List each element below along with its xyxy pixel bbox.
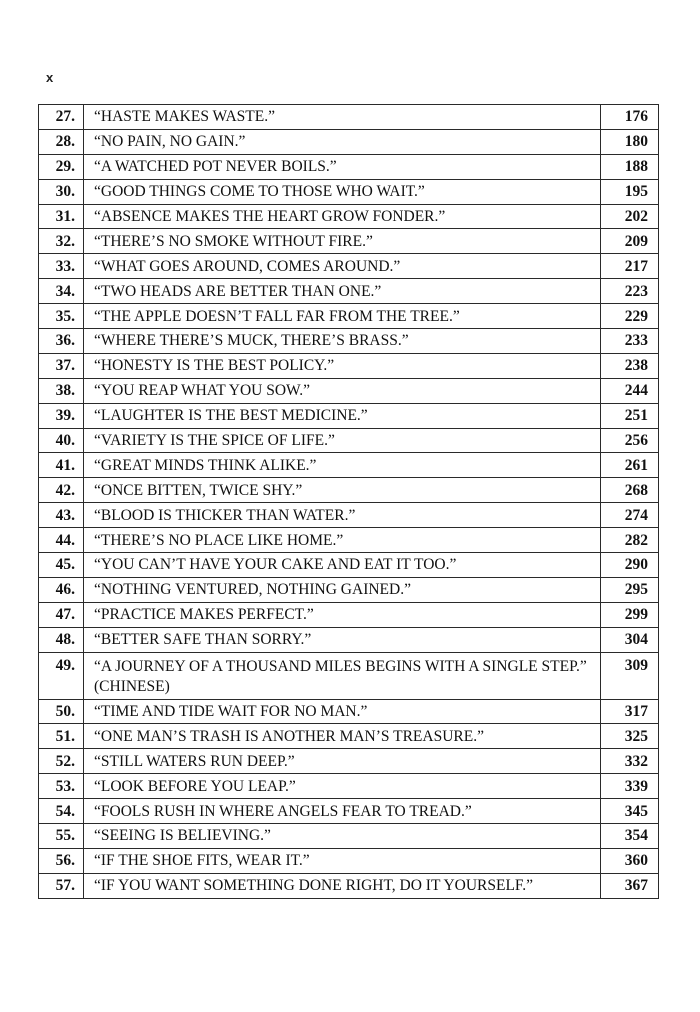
entry-number: 57. <box>39 873 84 898</box>
toc-row <box>39 749 659 774</box>
entry-page-number: 188 <box>601 154 659 179</box>
toc-row <box>39 279 659 304</box>
entry-title: “THE APPLE DOESN’T FALL FAR FROM THE TREE.” <box>84 304 601 329</box>
entry-title: “LOOK BEFORE YOU LEAP.” <box>84 774 601 799</box>
page-number-mark: x <box>46 70 54 85</box>
entry-page-number: 367 <box>601 873 659 898</box>
entry-title: “TIME AND TIDE WAIT FOR NO MAN.” <box>84 699 601 724</box>
entry-page-number: 195 <box>601 179 659 204</box>
entry-number: 55. <box>39 824 84 849</box>
entry-number: 40. <box>39 428 84 453</box>
toc-row <box>39 353 659 378</box>
entry-number: 49. <box>39 652 84 699</box>
entry-page-number: 274 <box>601 503 659 528</box>
toc-row <box>39 129 659 154</box>
entry-title: “SEEING IS BELIEVING.” <box>84 824 601 849</box>
toc-row <box>39 699 659 724</box>
entry-page-number: 209 <box>601 229 659 254</box>
entry-page-number: 325 <box>601 724 659 749</box>
entry-title: “ABSENCE MAKES THE HEART GROW FONDER.” <box>84 204 601 229</box>
entry-title: “IF YOU WANT SOMETHING DONE RIGHT, DO IT YOURSELF.” <box>84 873 601 898</box>
entry-number: 31. <box>39 204 84 229</box>
entry-page-number: 256 <box>601 428 659 453</box>
entry-title: “FOOLS RUSH IN WHERE ANGELS FEAR TO TREAD.” <box>84 799 601 824</box>
toc-row <box>39 329 659 354</box>
entry-number: 54. <box>39 799 84 824</box>
entry-title: “BETTER SAFE THAN SORRY.” <box>84 627 601 652</box>
entry-number: 30. <box>39 179 84 204</box>
entry-title: “WHERE THERE’S MUCK, THERE’S BRASS.” <box>84 329 601 354</box>
entry-title: “ONE MAN’S TRASH IS ANOTHER MAN’S TREASURE.” <box>84 724 601 749</box>
entry-page-number: 290 <box>601 553 659 578</box>
entry-title: “YOU REAP WHAT YOU SOW.” <box>84 378 601 403</box>
entry-number: 39. <box>39 403 84 428</box>
toc-row <box>39 824 659 849</box>
entry-title: “TWO HEADS ARE BETTER THAN ONE.” <box>84 279 601 304</box>
toc-row <box>39 774 659 799</box>
entry-page-number: 261 <box>601 453 659 478</box>
entry-number: 34. <box>39 279 84 304</box>
entry-title: “A JOURNEY OF A THOUSAND MILES BEGINS WITH A SINGLE STEP.” (CHINESE) <box>84 652 601 699</box>
entry-title: “THERE’S NO SMOKE WITHOUT FIRE.” <box>84 229 601 254</box>
entry-number: 33. <box>39 254 84 279</box>
toc-row <box>39 528 659 553</box>
toc-row <box>39 154 659 179</box>
entry-title: “GREAT MINDS THINK ALIKE.” <box>84 453 601 478</box>
entry-page-number: 360 <box>601 848 659 873</box>
toc-row <box>39 204 659 229</box>
entry-number: 45. <box>39 553 84 578</box>
entry-number: 28. <box>39 129 84 154</box>
entry-page-number: 317 <box>601 699 659 724</box>
entry-number: 48. <box>39 627 84 652</box>
entry-page-number: 268 <box>601 478 659 503</box>
entry-title: “WHAT GOES AROUND, COMES AROUND.” <box>84 254 601 279</box>
toc-row <box>39 453 659 478</box>
entry-title: “VARIETY IS THE SPICE OF LIFE.” <box>84 428 601 453</box>
entry-title: “NOTHING VENTURED, NOTHING GAINED.” <box>84 577 601 602</box>
entry-title: “A WATCHED POT NEVER BOILS.” <box>84 154 601 179</box>
entry-title: “STILL WATERS RUN DEEP.” <box>84 749 601 774</box>
entry-title: “THERE’S NO PLACE LIKE HOME.” <box>84 528 601 553</box>
entry-number: 52. <box>39 749 84 774</box>
entry-page-number: 229 <box>601 304 659 329</box>
entry-title: “BLOOD IS THICKER THAN WATER.” <box>84 503 601 528</box>
entry-number: 32. <box>39 229 84 254</box>
entry-page-number: 299 <box>601 602 659 627</box>
toc-row <box>39 848 659 873</box>
entry-page-number: 345 <box>601 799 659 824</box>
toc-row <box>39 105 659 130</box>
toc-row <box>39 403 659 428</box>
entry-page-number: 233 <box>601 329 659 354</box>
toc-row <box>39 799 659 824</box>
entry-page-number: 238 <box>601 353 659 378</box>
entry-number: 56. <box>39 848 84 873</box>
toc-row <box>39 553 659 578</box>
entry-number: 38. <box>39 378 84 403</box>
entry-number: 50. <box>39 699 84 724</box>
entry-page-number: 304 <box>601 627 659 652</box>
entry-title: “YOU CAN’T HAVE YOUR CAKE AND EAT IT TOO.” <box>84 553 601 578</box>
entry-number: 51. <box>39 724 84 749</box>
toc-row <box>39 304 659 329</box>
toc-row <box>39 873 659 898</box>
entry-number: 36. <box>39 329 84 354</box>
entry-page-number: 202 <box>601 204 659 229</box>
entry-number: 53. <box>39 774 84 799</box>
entry-title: “HONESTY IS THE BEST POLICY.” <box>84 353 601 378</box>
entry-number: 41. <box>39 453 84 478</box>
entry-title: “IF THE SHOE FITS, WEAR IT.” <box>84 848 601 873</box>
entry-number: 46. <box>39 577 84 602</box>
entry-number: 42. <box>39 478 84 503</box>
entry-page-number: 309 <box>601 652 659 699</box>
entry-number: 43. <box>39 503 84 528</box>
toc-row <box>39 229 659 254</box>
table-of-contents <box>38 104 659 899</box>
toc-row <box>39 179 659 204</box>
entry-page-number: 244 <box>601 378 659 403</box>
toc-row <box>39 428 659 453</box>
entry-page-number: 282 <box>601 528 659 553</box>
entry-page-number: 176 <box>601 105 659 130</box>
entry-page-number: 180 <box>601 129 659 154</box>
toc-row <box>39 652 659 699</box>
entry-title: “ONCE BITTEN, TWICE SHY.” <box>84 478 601 503</box>
entry-title: “LAUGHTER IS THE BEST MEDICINE.” <box>84 403 601 428</box>
toc-row <box>39 627 659 652</box>
entry-number: 37. <box>39 353 84 378</box>
toc-row <box>39 478 659 503</box>
toc-row <box>39 602 659 627</box>
entry-page-number: 251 <box>601 403 659 428</box>
entry-number: 35. <box>39 304 84 329</box>
entry-title: “GOOD THINGS COME TO THOSE WHO WAIT.” <box>84 179 601 204</box>
entry-page-number: 217 <box>601 254 659 279</box>
toc-row <box>39 503 659 528</box>
entry-title: “HASTE MAKES WASTE.” <box>84 105 601 130</box>
entry-page-number: 295 <box>601 577 659 602</box>
toc-row <box>39 254 659 279</box>
entry-number: 47. <box>39 602 84 627</box>
entry-page-number: 354 <box>601 824 659 849</box>
entry-number: 27. <box>39 105 84 130</box>
toc-row <box>39 724 659 749</box>
entry-number: 44. <box>39 528 84 553</box>
toc-row <box>39 577 659 602</box>
toc-body <box>39 105 659 899</box>
entry-number: 29. <box>39 154 84 179</box>
entry-title: “PRACTICE MAKES PERFECT.” <box>84 602 601 627</box>
entry-page-number: 223 <box>601 279 659 304</box>
toc-row <box>39 378 659 403</box>
entry-page-number: 339 <box>601 774 659 799</box>
entry-title: “NO PAIN, NO GAIN.” <box>84 129 601 154</box>
entry-page-number: 332 <box>601 749 659 774</box>
